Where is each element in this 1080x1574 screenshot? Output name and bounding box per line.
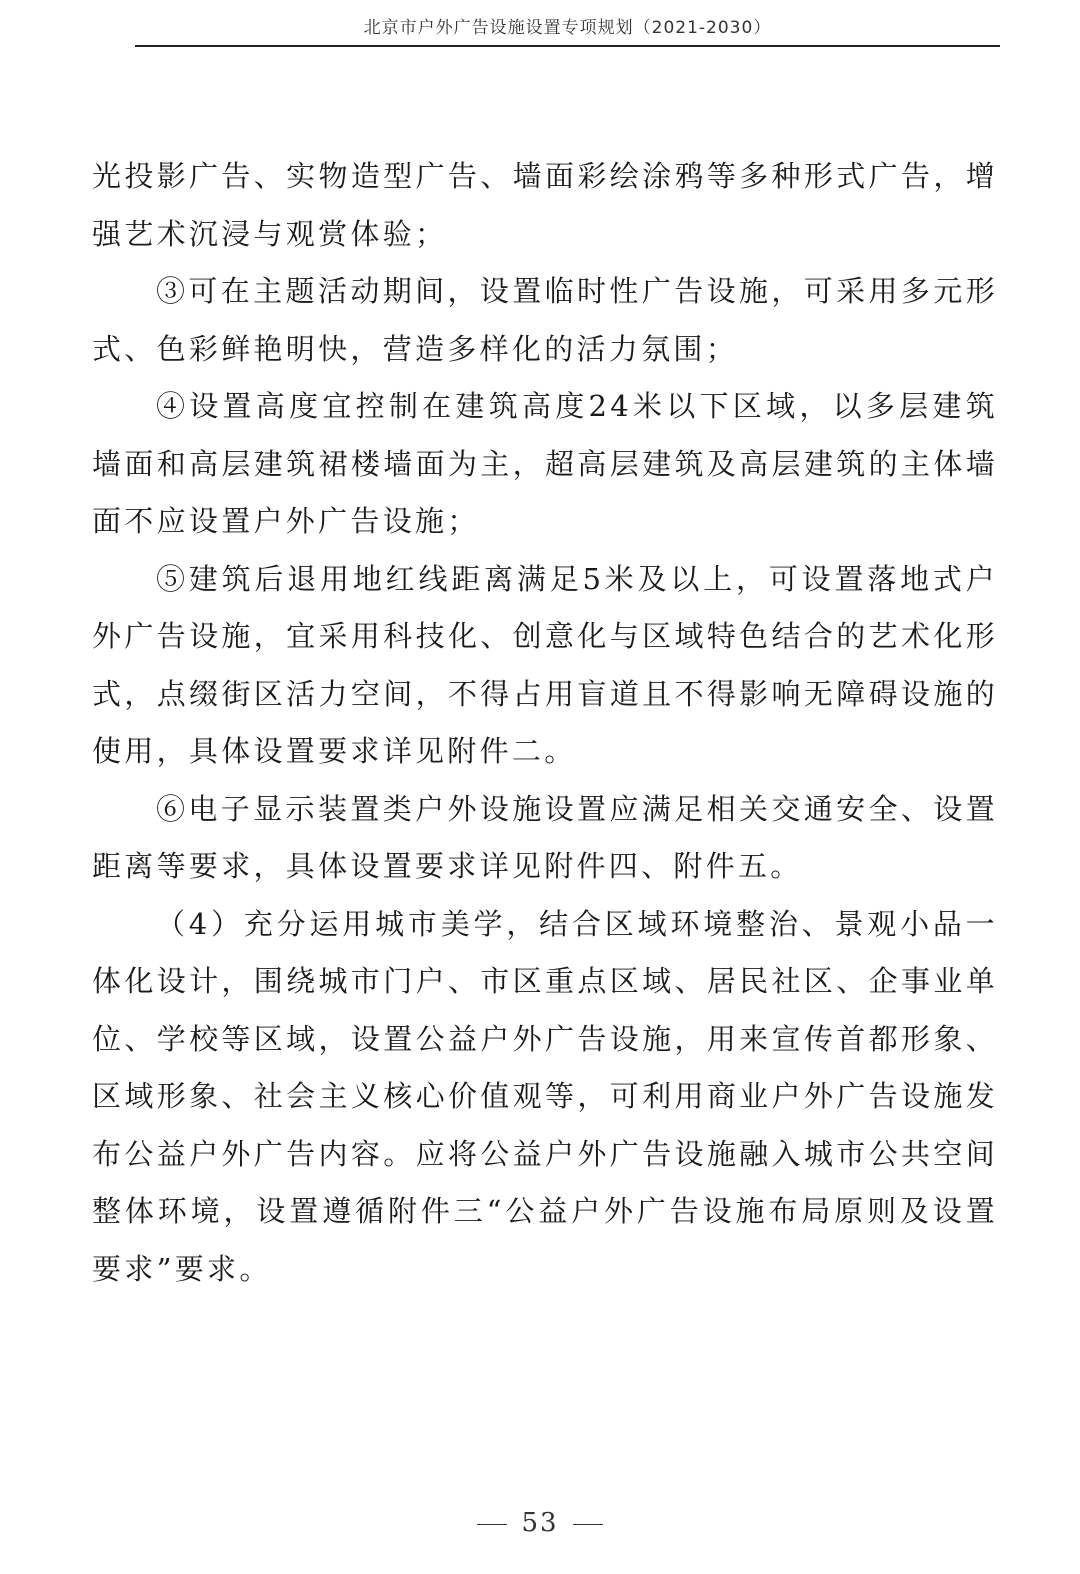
footer-dash-right [573,1524,603,1525]
document-body [92,148,998,1298]
paragraph-item-6: ⑥电子显示装置类户外设施设置应满足相关交通安全、设置距离等要求，具体设置要求详见附件四、附件五。 [92,791,998,883]
running-header: 北京市户外广告设施设置专项规划（2021-2030） [363,18,772,38]
paragraph-item-5: ⑤建筑后退用地红线距离满足5米及以上，可设置落地式户外广告设施，宜采用科技化、创意化与区域特色结合的艺术化形式，点缀街区活力空间，不得占用盲道且不得影响无障碍设施的使用，具体设置要求详见附件二。 [92,561,998,768]
paragraph-item-4: ④设置高度宜控制在建筑高度24米以下区域，以多层建筑墙面和高层建筑裙楼墙面为主，超高层建筑及高层建筑的主体墙面不应设置户外广告设施； [92,389,998,538]
page-number: 53 [521,1508,559,1538]
paragraph-item-3: ③可在主题活动期间，设置临时性广告设施，可采用多元形式、色彩鲜艳明快，营造多样化的活力氛围； [92,274,998,366]
paragraph-continuation: 光投影广告、实物造型广告、墙面彩绘涂鸦等多种形式广告，增强艺术沉浸与观赏体验； [92,159,998,251]
paragraph-section-4: （4）充分运用城市美学，结合区域环境整治、景观小品一体化设计，围绕城市门户、市区重点区域、居民社区、企事业单位、学校等区域，设置公益户外广告设施，用来宣传首都形象、区域形象、社会主义核心价值观等，可利用商业户外广告设施发布公益户外广告内容。应将公益户外广告设施融入城市公共空间整体环境，设置遵循附件三“公益户外广告设施布局原则及设置要求”要求。 [92,906,998,1286]
page-footer [0,1508,1080,1538]
footer-dash-left [477,1524,507,1525]
header-divider [135,45,1000,47]
